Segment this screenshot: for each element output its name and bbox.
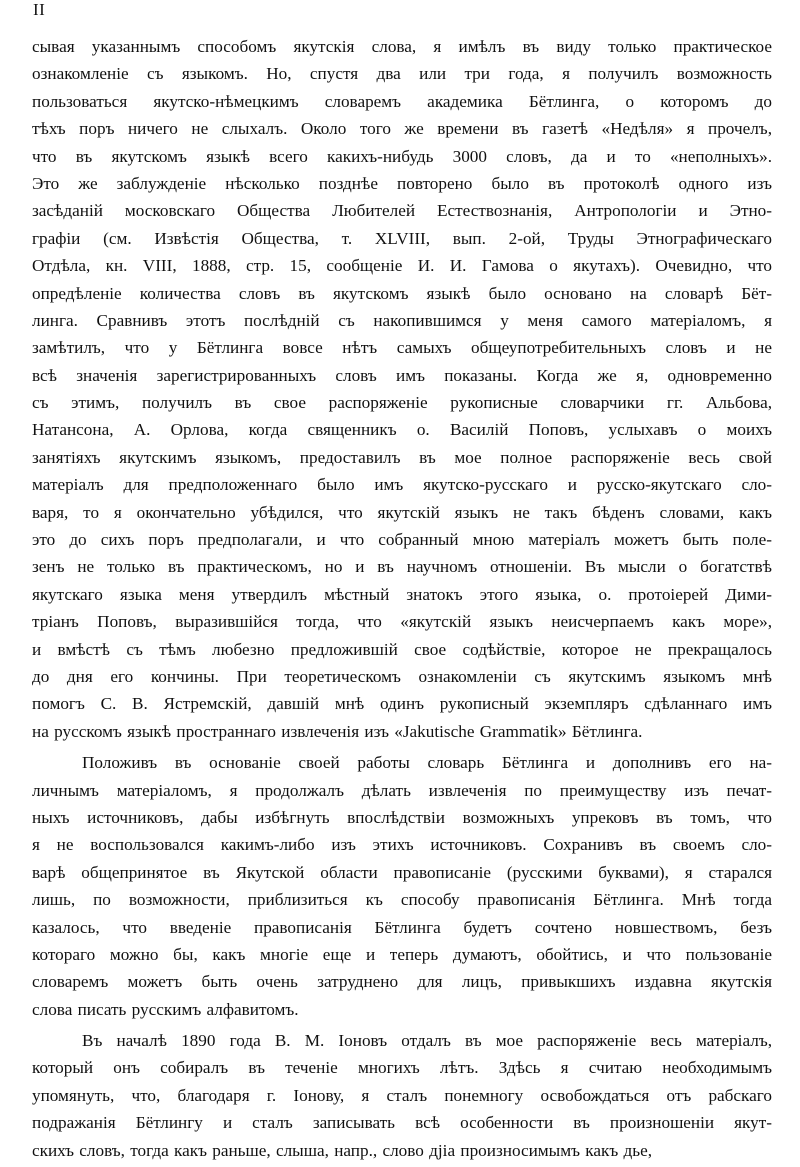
text-line: подражанія Бётлингу и сталъ записывать всѣ особенности въ произношеніи якут- [32,1113,772,1133]
text-line: съ этимъ, получилъ въ свое распоряженіе рукописные словарчики гг. Альбова, [32,393,772,413]
text-line: что въ якутскомъ языкѣ всего какихъ-нибудь 3000 словъ, да и то «неполныхъ». [32,146,772,166]
text-line: Это же заблужденіе нѣсколько позднѣе повторено было въ протоколѣ одного изъ [32,173,772,193]
text-line: занятіяхъ якутскимъ языкомъ, предоставилъ въ мое полное распоряженіе весь свой [32,447,772,467]
text-line: тріанъ Поповъ, выразившійся тогда, что «якутскій языкъ неисчерпаемъ какъ море», [32,612,772,632]
text-line: пользоваться якутско-нѣмецкимъ словаремъ академика Бётлинга, о которомъ до [32,91,772,111]
text-line: зенъ не только въ практическомъ, но и въ научномъ отношеніи. Въ мысли о богатствѣ [32,557,772,577]
text-line: линга. Сравнивъ этотъ послѣдній съ накопившимся у меня самого матеріаломъ, я [32,310,772,330]
paragraph [32,1027,772,1164]
text-line: варя, то я окончательно убѣдился, что якутскій языкъ не такъ бѣденъ словами, какъ [32,502,772,522]
text-line: Натансона, А. Орлова, когда священникъ о. Василій Поповъ, услыхавъ о моихъ [32,420,772,440]
text-line: который онъ собиралъ въ теченіе многихъ лѣтъ. Здѣсь я считаю необходимымъ [32,1058,772,1078]
text-line: скихъ словъ, тогда какъ раньше, слыша, напр., слово дјiа произносимымъ какъ дье, [32,1140,653,1160]
text-line: помогъ С. В. Ястремскій, давшій мнѣ одинъ рукописный экземпляръ сдѣланнаго имъ [32,694,772,714]
text-line: личнымъ матеріаломъ, я продолжалъ дѣлать извлеченія по преимуществу изъ печат- [32,780,772,800]
text-line: графіи (см. Извѣстія Общества, т. XLVIII, вып. 2-ой, Труды Этнографическаго [32,228,772,248]
text-line: опредѣленіе количества словъ въ якутскомъ языкѣ было основано на словарѣ Бёт- [32,283,772,303]
text-line: варѣ общепринятое въ Якутской области правописаніе (русскими буквами), я старался [32,862,772,882]
paragraph [32,33,772,745]
text-line: это до сихъ поръ предполагали, и что собранный мною матеріалъ можетъ быть поле- [32,530,772,550]
text-line: тѣхъ поръ ничего не слыхалъ. Около того же времени въ газетѣ «Недѣля» я прочелъ, [32,119,772,139]
text-line: матеріалъ для предположеннаго было имъ якутско-русскаго и русско-якутскаго сло- [32,475,772,495]
page-number: II [33,0,46,19]
text-line: слова писать русскимъ алфавитомъ. [32,999,299,1019]
text-line: сывая указаннымъ способомъ якутскія слова, я имѣлъ въ виду только практическое [32,37,772,56]
text-line: до дня его кончины. При теоретическомъ ознакомленіи съ якутскимъ языкомъ мнѣ [32,666,772,686]
text-line: Положивъ въ основаніе своей работы словарь Бётлинга и дополнивъ его на- [82,753,772,773]
text-line: упомянуть, что, благодаря г. Іонову, я сталъ понемногу освобождаться отъ рабскаго [32,1085,772,1105]
paragraph [32,749,772,1023]
text-line: я не воспользовался какимъ-либо изъ этихъ источниковъ. Сохранивъ въ своемъ сло- [32,835,772,855]
text-line: на русскомъ языкѣ пространнаго извлеченія изъ «Jakutische Grammatik» Бётлинга. [32,721,643,741]
text-line: словаремъ можетъ быть очень затруднено для лицъ, привыкшихъ издавна якутскія [32,972,772,992]
text-line: замѣтилъ, что у Бётлинга вовсе нѣтъ самыхъ общеупотребительныхъ словъ и не [32,338,772,358]
text-line: ныхъ источниковъ, дабы избѣгнуть впослѣдствіи возможныхъ упрековъ въ томъ, что [32,807,772,827]
text-line: лишь, по возможности, приблизиться къ способу правописанія Бётлинга. Мнѣ тогда [32,890,772,910]
text-line: Отдѣла, кн. VIII, 1888, стр. 15, сообщеніе И. И. Гамова о якутахъ). Очевидно, что [32,256,772,276]
text-line: якутскаго языка меня утвердилъ мѣстный знатокъ этого языка, о. протоіерей Дими- [32,584,772,604]
text-line: Въ началѣ 1890 года В. М. Іоновъ отдалъ въ мое распоряженіе весь матеріалъ, [82,1031,772,1051]
text-line: ознакомленіе съ языкомъ. Но, спустя два или три года, я получилъ возможность [32,64,772,84]
text-line: котораго можно бы, какъ многіе еще и теперь думаютъ, обойтись, и что пользованіе [32,944,772,964]
body-text [32,33,772,1164]
text-line: и вмѣстѣ съ тѣмъ любезно предложившій свое содѣйствіе, которое не прекращалось [32,639,772,659]
text-line: засѣданій московскаго Общества Любителей Естествознанія, Антропологіи и Этно- [32,201,772,221]
text-line: всѣ значенія зарегистрированныхъ словъ имъ показаны. Когда же я, одновременно [32,365,772,385]
text-line: казалось, что введеніе правописанія Бётлинга будетъ сочтено новшествомъ, безъ [32,917,772,937]
